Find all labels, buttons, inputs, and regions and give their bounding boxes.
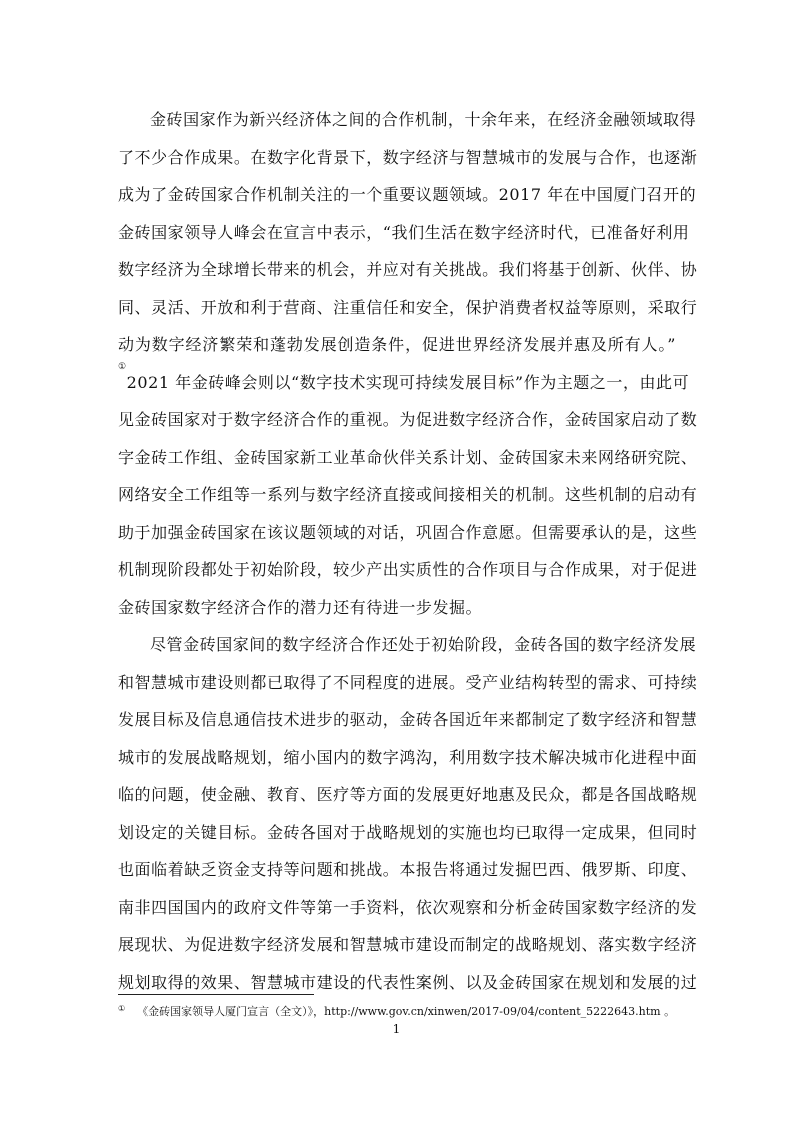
- footnote-text[interactable]: 《金砖国家领导人厦门宣言（全文）》，http://www.gov.cn/xinwen/2017-09/04/content_5222643.htm 。: [137, 1005, 676, 1018]
- paragraph-1-line-4: 金砖国家领导人峰会在宣言中表示，“我们生活在数字经济时代，已准备好利用: [118, 222, 690, 242]
- paragraph-1-line-14: 金砖国家数字经济合作的潜力还有待进一步发掘。: [118, 597, 483, 617]
- paragraph-2-line-10: 规划取得的效果、智慧城市建设的代表性案例、以及金砖国家在规划和发展的过: [118, 972, 698, 992]
- paragraph-1-line-13: 机制现阶段都处于初始阶段，较少产出实质性的合作项目与合作成果，对于促进: [118, 560, 698, 579]
- paragraph-1-line-6: 同、灵活、开放和利于营商、注重信任和安全，保护消费者权益等原则，采取行: [118, 297, 698, 317]
- paragraph-2-line-2: 和智慧城市建设则都已取得了不同程度的进展。受产业结构转型的需求、可持续: [118, 672, 698, 692]
- paragraph-2-line-7: 也面临着缺乏资金支持等问题和挑战。本报告将通过发掘巴西、俄罗斯、印度、: [118, 860, 698, 879]
- paragraph-1-line-7: 动为数字经济繁荣和蓬勃发展创造条件，促进世界经济发展并惠及所有人。”: [118, 335, 676, 354]
- footnote-reference[interactable]: ①: [118, 361, 127, 372]
- paragraph-2-line-5: 临的问题，使金融、教育、医疗等方面的发展更好地惠及民众，都是各国战略规: [118, 785, 698, 804]
- paragraph-1-line-8-text: 2021 年金砖峰会则以“数字技术实现可持续发展目标”作为主题之一，由此可: [126, 372, 690, 392]
- paragraph-1-line-5: 数字经济为全球增长带来的机会，并应对有关挑战。我们将基于创新、伙伴、协: [118, 260, 698, 279]
- page-number: 1: [392, 1022, 401, 1036]
- paragraph-1-line-11: 网络安全工作组等一系列与数字经济直接或间接相关的机制。这些机制的启动有: [118, 485, 698, 504]
- paragraph-2-line-1: 尽管金砖国家间的数字经济合作还处于初始阶段，金砖各国的数字经济发展: [150, 635, 697, 654]
- paragraph-1-line-9: 见金砖国家对于数字经济合作的重视。为促进数字经济合作，金砖国家启动了数: [118, 410, 698, 429]
- paragraph-1-line-3: 成为了金砖国家合作机制关注的一个重要议题领域。2017 年在中国厦门召开的: [118, 185, 697, 204]
- paragraph-2-line-9: 展现状、为促进数字经济发展和智慧城市建设而制定的战略规划、落实数字经济: [118, 935, 698, 954]
- paragraph-1-line-8: [118, 361, 690, 402]
- paragraph-1-line-10: 字金砖工作组、金砖国家新工业革命伙伴关系计划、金砖国家未来网络研究院、: [118, 447, 698, 467]
- paragraph-2-line-8: 南非四国国内的政府文件等第一手资料，依次观察和分析金砖国家数字经济的发: [118, 897, 698, 917]
- paragraph-2-line-3: 发展目标及信息通信技术进步的驱动，金砖各国近年来都制定了数字经济和智慧: [118, 710, 698, 729]
- paragraph-2-line-6: 划设定的关键目标。金砖各国对于战略规划的实施也均已取得一定成果，但同时: [118, 822, 698, 842]
- paragraph-1-line-2: 了不少合作成果。在数字化背景下，数字经济与智慧城市的发展与合作，也逐渐: [118, 147, 698, 167]
- footnote: [118, 1004, 678, 1021]
- footnote-mark: ①: [118, 1004, 126, 1013]
- paragraph-1-line-12: 助于加强金砖国家在该议题领域的对话，巩固合作意愿。但需要承认的是，这些: [118, 522, 698, 542]
- paragraph-2-line-4: 城市的发展战略规划，缩小国内的数字鸿沟，利用数字技术解决城市化进程中面: [118, 747, 698, 767]
- footnote-separator: [118, 994, 314, 995]
- body-text: [118, 101, 698, 1001]
- paragraph-1-line-1: 金砖国家作为新兴经济体之间的合作机制，十余年来，在经济金融领域取得: [150, 110, 697, 129]
